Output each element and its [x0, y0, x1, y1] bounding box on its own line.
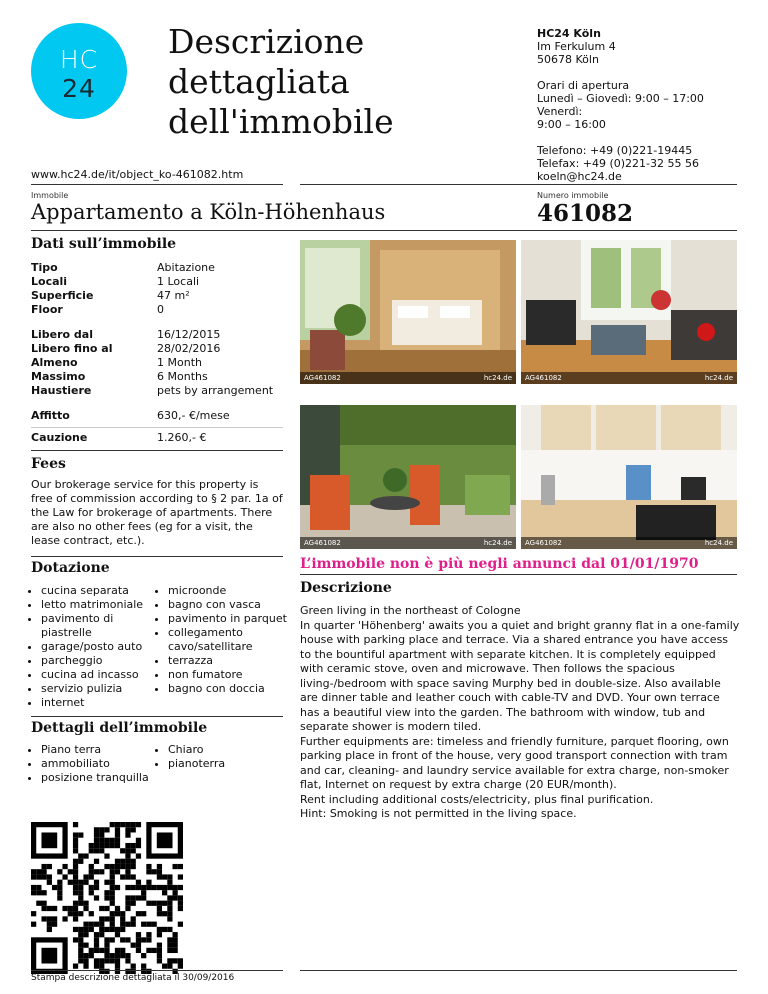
photo-bedroom[interactable]: AG461082 hc24.de — [300, 240, 516, 384]
descrizione-title: Descrizione — [300, 580, 392, 596]
list-item: • garage/posto auto — [41, 640, 159, 654]
list-item: • servizio pulizia — [41, 682, 159, 696]
contact-block: HC24 Köln Im Ferkulum 4 50678 Köln Orari di apertura Lunedì – Giovedì: 9:00 – 17:00 Venerdì: 9:00 – 16:00 Telefono: +49 (0)221-19445 Telefax: +49 (0)221-32 55 56 koeln@hc24.de — [537, 27, 747, 183]
phone: Telefono: +49 (0)221-19445 — [537, 144, 693, 157]
list-item: • Piano terra — [41, 743, 166, 757]
photo-kitchen[interactable]: AG461082 hc24.de — [521, 405, 737, 549]
list-item: • pavimento in parquet — [168, 612, 293, 626]
dati-table-1: Tipo Abitazione Locali 1 Locali Superficie 47 m² Floor 0 — [31, 261, 215, 316]
property-label: Immobile — [31, 191, 69, 200]
divider — [31, 230, 737, 231]
dettagli-list-2 — [158, 743, 293, 771]
list-item: • terrazza — [168, 654, 293, 668]
list-item: • cucina separata — [41, 584, 159, 598]
print-date: Stampa descrizione dettagliata il 30/09/2016 — [31, 973, 235, 983]
list-item: • cucina ad incasso — [41, 668, 159, 682]
divider — [31, 716, 283, 717]
deposit-row: Cauzione 1.260,- € — [31, 431, 207, 444]
bedroom-image — [300, 240, 516, 384]
qr-code — [31, 822, 183, 974]
list-item: • ammobiliato — [41, 757, 166, 771]
office-street: Im Ferkulum 4 — [537, 40, 616, 53]
dati-title: Dati sull’immobile — [31, 236, 177, 252]
list-item: • microonde — [168, 584, 293, 598]
hours-title: Orari di apertura — [537, 79, 630, 92]
list-item: • collegamento cavo/satellitare — [168, 626, 293, 654]
list-item: • bagno con doccia — [168, 682, 293, 696]
list-item: • non fumatore — [168, 668, 293, 682]
logo-line1: HC — [59, 45, 99, 74]
divider — [300, 574, 737, 575]
divider — [31, 184, 283, 185]
terrace-image — [300, 405, 516, 549]
description-text: Green living in the northeast of Cologne In quarter 'Höhenberg' awaits you a quiet and bright granny flat in a one-family house with parking place and terrace. Via a shared entrance you have access to the bountiful apartment with separate kitchen. It is completely equipped with ceramic stove, oven and microwave. Then follows the spacious living-/bedroom with space saving Murphy bed in double-size. Also available are dinner table and leather couch with cable-TV and DVD. Your own terrace has a beautiful view into the garden. The bathroom with window, tub and separate shower is modern tiled. Further equipments are: timeless and friendly furniture, parquet flooring, own parking place in front of the house, very good transport connection with tram and car, cleaning- and laundry service available for extra charge, non-smoker flat, Internet on request by extra charge (20 EUR/month). Rent including additional costs/electricity, plus final purification. Hint: Smoking is not permitted in the living space. — [300, 604, 740, 820]
email[interactable]: koeln@hc24.de — [537, 170, 622, 183]
office-city: 50678 Köln — [537, 53, 599, 66]
object-url[interactable]: www.hc24.de/it/object_ko-461082.htm — [31, 168, 244, 181]
list-item: • internet — [41, 696, 159, 710]
photo-living-room[interactable]: AG461082 hc24.de — [521, 240, 737, 384]
list-item: • parcheggio — [41, 654, 159, 668]
divider — [300, 184, 737, 185]
photo-terrace[interactable]: AG461082 hc24.de — [300, 405, 516, 549]
list-item: • letto matrimoniale — [41, 598, 159, 612]
divider — [31, 970, 283, 971]
list-item: • pianoterra — [168, 757, 293, 771]
hc24-logo — [31, 23, 127, 119]
dotazione-list-1 — [31, 584, 159, 710]
property-name: Appartamento a Köln-Höhenhaus — [31, 200, 386, 224]
number-label: Numero immobile — [537, 191, 609, 200]
logo-line2: 24 — [62, 74, 96, 103]
divider — [31, 427, 283, 428]
list-item: • posizione tranquilla — [41, 771, 166, 785]
page-title: Descrizione dettagliata dell'immobile — [168, 22, 394, 141]
rent-row: Affitto 630,- €/mese — [31, 409, 230, 422]
divider — [31, 556, 283, 557]
list-item: • Chiaro — [168, 743, 293, 757]
delisted-notice: L’immobile non è più negli annunci dal 01/01/1970 — [300, 556, 699, 572]
dotazione-title: Dotazione — [31, 560, 110, 576]
list-item: • bagno con vasca — [168, 598, 293, 612]
dettagli-list-1 — [31, 743, 166, 785]
divider — [31, 450, 283, 451]
property-number: 461082 — [537, 200, 634, 227]
fees-title: Fees — [31, 456, 66, 472]
living-room-image — [521, 240, 737, 384]
fax: Telefax: +49 (0)221-32 55 56 — [537, 157, 700, 170]
dotazione-list-2 — [158, 584, 293, 696]
divider — [300, 970, 737, 971]
kitchen-image — [521, 405, 737, 549]
fees-text: Our brokerage service for this property is free of commission according to § 2 par. 1a of the Law for brokerage of apartments. There are also no other fees (eg for a visit, the lease contract, etc.). — [31, 478, 283, 547]
list-item: • pavimento di piastrelle — [41, 612, 159, 640]
dettagli-title: Dettagli dell’immobile — [31, 720, 208, 736]
dati-table-2: Libero dal 16/12/2015 Libero fino al 28/02/2016 Almeno 1 Month Massimo 6 Months Haustiere pets by arrangement — [31, 328, 274, 397]
qr-code-icon — [31, 822, 183, 974]
office-name: HC24 Köln — [537, 27, 601, 40]
